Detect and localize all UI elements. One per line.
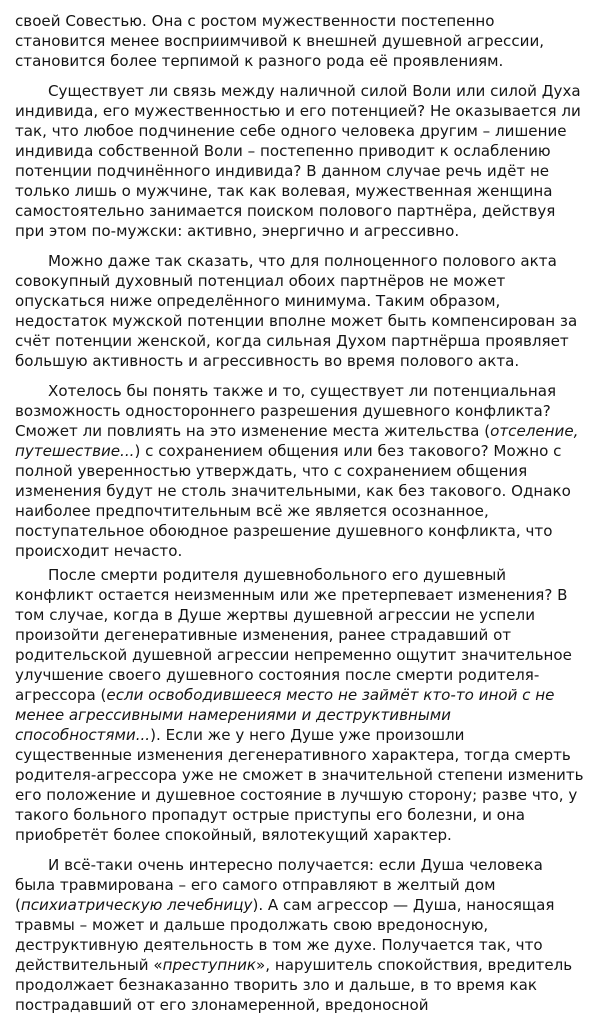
paragraph-6 (15, 855, 586, 1015)
paragraph-4 (15, 381, 586, 561)
paragraph-6-italic-1: психиатрическую лечебницу (20, 896, 253, 914)
paragraph-5-text-2: ). Если же у него Душе уже произошли существенные изменения дегенеративного характера, тогда смерть родителя-агрессора уже не сможет в значительной степени изменить его положение и душевное состояние в лучшую сторону; разве что, у такого больного пропадут острые приступы его болезни, и она приобретёт более спокойный, вялотекущий характер. (15, 726, 584, 844)
paragraph-3-text: Можно даже так сказать, что для полноценного полового акта совокупный духовный потенциал обоих партнёров не может опускаться ниже определённого минимума. Таким образом, недостаток мужской потенции вполне может быть компенсирован за счёт потенции женской, когда сильная Духом партнёрша проявляет большую активность и агрессивность во время полового акта. (15, 252, 578, 370)
paragraph-1 (15, 11, 586, 71)
paragraph-5-text-1: После смерти родителя душевнобольного его душевный конфликт остается неизменным или же претерпевает изменения? В том случае, когда в Душе жертвы душевной агрессии не успели произойти дегенеративные изменения, ранее страдавший от родительской душевной агрессии непременно ощутит значительное улучшение своего душевного состояния после смерти родителя-агрессора ( (15, 566, 572, 704)
paragraph-5-italic-1: если освободившееся место не займёт кто-то иной с не менее агрессивными намерениями и деструктивными способностями... (15, 686, 555, 744)
paragraph-4-italic-1: отселение, путешествие... (15, 422, 579, 460)
paragraph-3 (15, 251, 586, 371)
paragraph-6-text-2: ). А сам агрессор — Душа, наносящая травмы – может и дальше продолжать свою вредоносную, деструктивную деятельность в том же духе. Получается так, что действительный « (15, 896, 555, 974)
paragraph-4-text-1: Хотелось бы понять также и то, существует ли потенциальная возможность одностороннего разрешения душевного конфликта? Сможет ли повлиять на это изменение места жительства ( (15, 382, 557, 440)
paragraph-6-italic-2: преступник (162, 956, 257, 974)
paragraph-2 (15, 81, 586, 241)
paragraph-1-text: своей Совестью. Она с ростом мужественности постепенно становится менее восприимчивой к внешней душевной агрессии, становится более терпимой к разного рода её проявлениям. (15, 12, 545, 70)
paragraph-6-text-1: И всё-таки очень интересно получается: если Душа человека была травмирована – его самого отправляют в желтый дом ( (15, 856, 543, 914)
paragraph-5 (15, 565, 586, 845)
paragraph-2-text: Существует ли связь между наличной силой Воли или силой Духа индивида, его мужественностью и его потенцией? Не оказывается ли так, что любое подчинение себе одного человека другим – лишение индивида собственной Воли – постепенно приводит к ослаблению потенции подчинённого индивида? В данном случае речь идёт не только лишь о мужчине, так как волевая, мужественная женщина самостоятельно занимается поиском полового партнёра, действуя при этом по-мужски: активно, энергично и агрессивно. (15, 82, 581, 240)
paragraph-4-text-2: ) с сохранением общения или без такового? Можно с полной уверенностью утверждать, что с сохранением общения изменения будут не столь значительными, как без такового. Однако наиболее предпочтительным всё же является осознанное, поступательное обоюдное разрешение душевного конфликта, что происходит нечасто. (15, 442, 571, 560)
paragraph-6-text-3: », нарушитель спокойствия, вредитель продолжает безнаказанно творить зло и дальше, в то время как пострадавший от его злонамеренной, вредоносной (15, 956, 573, 1014)
